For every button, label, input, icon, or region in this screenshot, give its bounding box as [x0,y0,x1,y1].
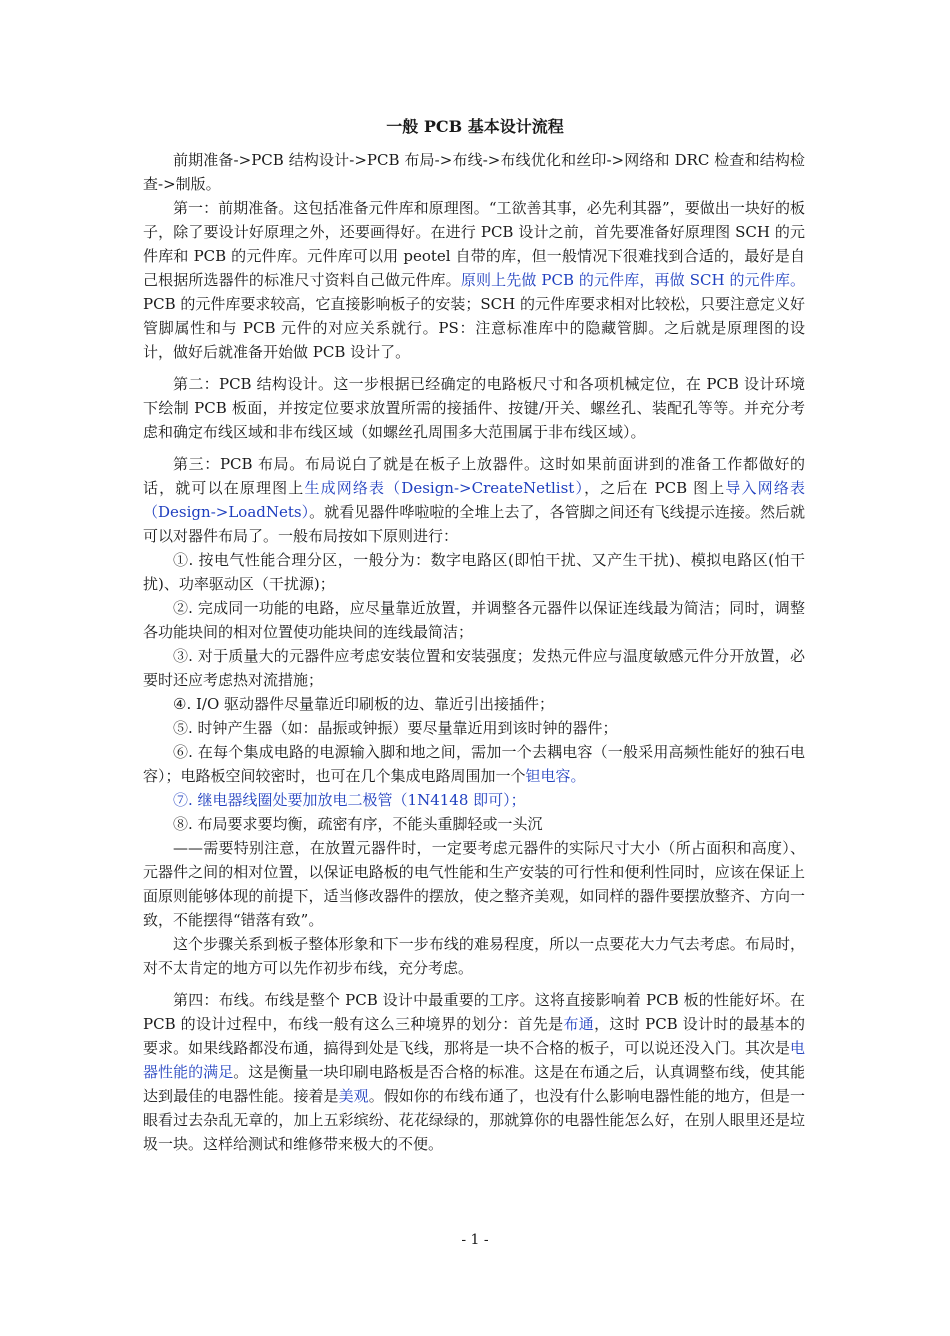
step4-text-d: 。假如你的布线布通了，也没有什么影响电器性能的地方，但是一眼看过去杂乱无章的，加上五彩缤纷、花花绿绿的，那就算你的电器性能怎么好，在别人眼里还是垃圾一块。这样给测试和维修带来极大的不便。 [143,1087,805,1153]
routing-highlight-2: 电器性能的满足 [143,1039,805,1081]
step2-paragraph: 第二：PCB 结构设计。这一步根据已经确定的电路板尺寸和各项机械定位，在 PCB 设计环境下绘制 PCB 板面，并按定位要求放置所需的接插件、按键/开关、螺丝孔、装配孔等等。并充分考虑和确定布线区域和非布线区域（如螺丝孔周围多大范围属于非布线区域）。 [143,375,805,441]
layout-rule-3: ③. 对于质量大的元器件应考虑安装位置和安装强度；发热元件应与温度敏感元件分开放置，必要时还应考虑热对流措施； [143,647,805,689]
layout-closing: 这个步骤关系到板子整体形象和下一步布线的难易程度，所以一点要花大力气去考虑。布局时，对不太肯定的地方可以先作初步布线，充分考虑。 [143,935,805,977]
routing-highlight-3: 美观 [338,1087,369,1105]
step1-paragraph [143,196,805,364]
layout-rule-5: ⑤. 时钟产生器（如：晶振或钟振）要尽量靠近用到该时钟的器件； [173,719,618,737]
document-title: 一般 PCB 基本设计流程 [386,117,564,136]
layout-rule-1: ①. 按电气性能合理分区，一般分为：数字电路区(即怕干扰、又产生干扰)、模拟电路区(怕干扰)、功率驱动区（干扰源)； [143,551,805,593]
load-nets-link[interactable]: 导入网络表（Design->LoadNets） [143,479,805,521]
step4-paragraph [143,988,805,1156]
routing-highlight-1: 布通 [563,1015,595,1033]
layout-rule-7: ⑦. 继电器线圈处要加放电二极管（1N4148 即可）； [173,791,526,809]
step3-paragraph [143,452,805,548]
flow-paragraph: 前期准备->PCB 结构设计->PCB 布局->布线->布线优化和丝印->网络和 DRC 检查和结构检查->制版。 [143,151,805,193]
step3-text-b: ，之后在 PCB 图上 [584,479,726,497]
layout-rule-6 [143,740,805,788]
step4-text-b: ，这时 PCB 设计时的最基本的要求。如果线路都没布通，搞得到处是飞线，那将是一块不合格的板子，可以说还没入门。其次是 [143,1015,805,1057]
layout-rule-6-text: ⑥. 在每个集成电路的电源输入脚和地之间，需加一个去耦电容（一般采用高频性能好的独石电容）；电路板空间较密时，也可在几个集成电路周围加一个 [143,743,805,785]
step1-text-a: 第一：前期准备。这包括准备元件库和原理图。“工欲善其事，必先利其器”，要做出一块好的板子，除了要设计好原理之外，还要画得好。在进行 PCB 设计之前，首先要准备好原理图 SCH 的元件库和 PCB 的元件库。元件库可以用 peotel 自带的库，但一般情况下很难找到合适的，最好是自己根据所选器件的标准尺寸资料自己做元件库。 [143,199,805,289]
tantalum-capacitor-link[interactable]: 钽电容。 [525,767,586,785]
document-body [143,148,805,1156]
step3-text-a: 第三：PCB 布局。布局说白了就是在板子上放器件。这时如果前面讲到的准备工作都做好的话，就可以在原理图上 [143,455,805,497]
step1-highlight: 原则上先做 PCB 的元件库，再做 SCH 的元件库。 [460,271,805,289]
step3-text-c: 。就看见器件哗啦啦的全堆上去了，各管脚之间还有飞线提示连接。然后就可以对器件布局了。一般布局按如下原则进行： [143,503,806,545]
step4-text-a: 第四：布线。布线是整个 PCB 设计中最重要的工序。这将直接影响着 PCB 板的性能好坏。在 PCB 的设计过程中，布线一般有这么三种境界的划分：首先是 [143,991,805,1033]
layout-note: ——需要特别注意，在放置元器件时，一定要考虑元器件的实际尺寸大小（所占面积和高度）、元器件之间的相对位置，以保证电路板的电气性能和生产安装的可行性和便利性同时，应该在保证上面原则能够体现的前提下，适当修改器件的摆放，使之整齐美观，如同样的器件要摆放整齐、方向一致，不能摆得“错落有致”。 [143,839,805,929]
step1-text-b: PCB 的元件库要求较高，它直接影响板子的安装；SCH 的元件库要求相对比较松，只要注意定义好管脚属性和与 PCB 元件的对应关系就行。PS：注意标准库中的隐藏管脚。之后就是原理图的设计，做好后就准备开始做 PCB 设计了。 [143,295,805,361]
step4-text-c: 。这是衡量一块印刷电路板是否合格的标准。这是在布通之后，认真调整布线，使其能达到最佳的电器性能。接着是 [143,1063,805,1105]
layout-rule-4: ④. I/O 驱动器件尽量靠近印刷板的边、靠近引出接插件； [173,695,555,713]
layout-rule-2: ②. 完成同一功能的电路，应尽量靠近放置，并调整各元器件以保证连线最为简洁；同时，调整各功能块间的相对位置使功能块间的连线最简洁； [143,599,805,641]
page-number: - 1 - [461,1232,489,1248]
create-netlist-link[interactable]: 生成网络表（Design->CreateNetlist） [304,479,585,497]
layout-rule-8: ⑧. 布局要求要均衡，疏密有序，不能头重脚轻或一头沉 [173,815,543,833]
